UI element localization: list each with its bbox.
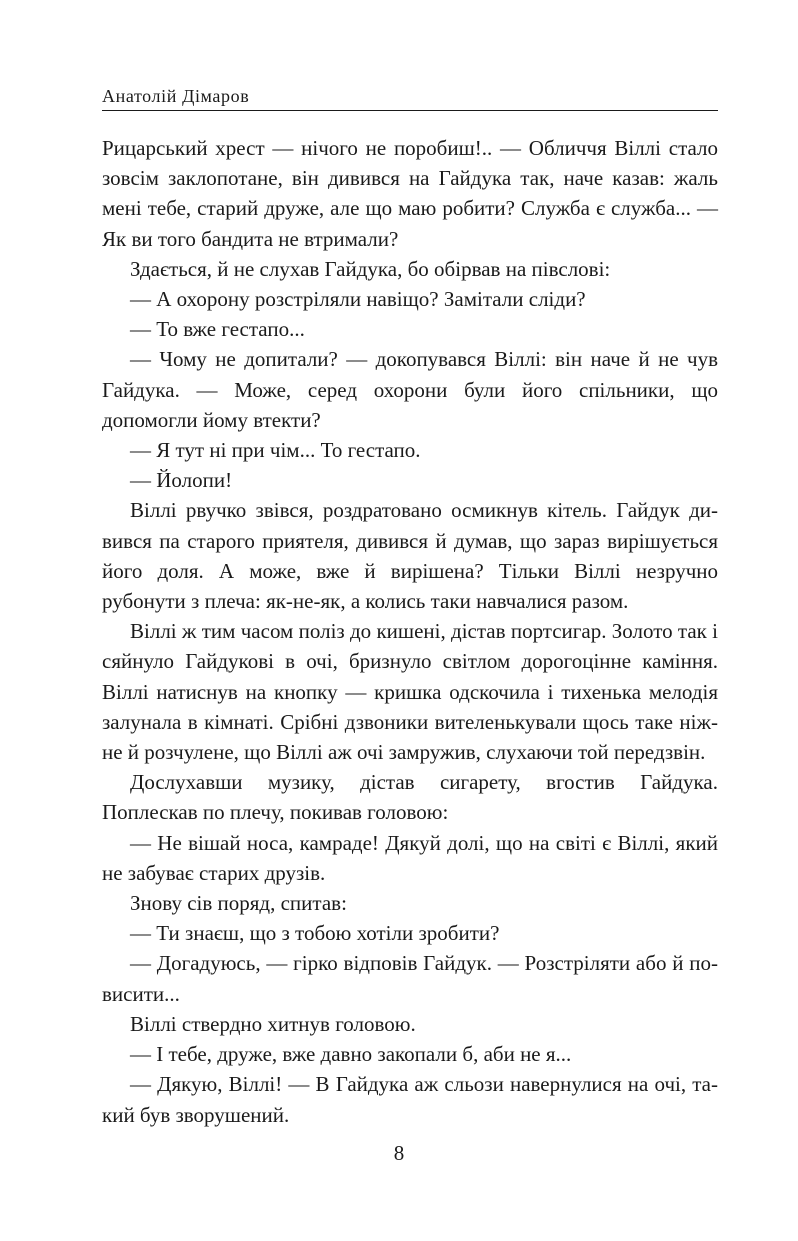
paragraph: Здається, й не слухав Гайдука, бо обірвав на півслові: <box>130 256 611 281</box>
dialogue-line: — Догадуюсь, — гірко відповів Гайдук. — Розстріляти або й повисити... <box>102 951 718 1006</box>
dialogue-line: — Я тут ні при чім... То гестапо. <box>130 438 421 463</box>
dialogue-line: — Ти знаєш, що з тобою хотіли зробити? <box>130 921 500 946</box>
dialogue-line: — То вже гестапо... <box>130 317 305 342</box>
dialogue-line: — І тебе, друже, вже давно закопали б, аби не я... <box>130 1042 572 1067</box>
dialogue-line: — Йолопи! <box>130 468 233 493</box>
dialogue-line: — Чому не допитали? — докопувався Віллі: він наче й не чув Гайдука. — Може, серед охорони були його спільники, що допомогли йому втекти? <box>102 347 718 432</box>
body-text <box>102 133 718 1130</box>
dialogue-line: — А охорону розстріляли навіщо? Замітали сліди? <box>130 287 586 312</box>
paragraph: Віллі ствердно хитнув головою. <box>130 1011 416 1036</box>
running-title: Анатолій Дімаров <box>102 86 250 106</box>
paragraph: Віллі рвучко звівся, роздратовано осмикнув кітель. Гайдук дивився па старого приятеля, дивився й думав, що зараз вирішується його доля. А може, вже й вирішена? Тільки Віллі незручно рубонути з плеча: як-не-як, а колись таки навчалися разом. <box>102 498 718 614</box>
paragraph: Віллі ж тим часом поліз до кишені, дістав портсигар. Золото так і сяйнуло Гайдукові в очі, бризнуло світлом дорогоцінне каміння. Віллі натиснув на кнопку — кришка одскочила і тихенька мелодія залунала в кімнаті. Срібні дзвоники вителенькували щось таке ніжне й розчулене, що Віллі аж очі замружив, слухаючи той передзвін. <box>102 619 718 765</box>
paragraph: Рицарський хрест — нічого не поробиш!.. — Обличчя Віллі стало зовсім заклопотане, він дивився на Гайдука так, наче казав: жаль мені тебе, старий друже, але що маю робити? Служба є служба... — Як ви того бандита не втримали? <box>102 136 718 251</box>
page-number: 8 <box>393 1141 405 1165</box>
dialogue-line: — Не вішай носа, камраде! Дякуй долі, що на світі є Віллі, який не забуває старих друзів. <box>102 830 718 885</box>
paragraph: Дослухавши музику, дістав сигарету, вгостив Гайдука. Поплескав по плечу, покивав головою: <box>102 770 718 825</box>
dialogue-line: — Дякую, Віллі! — В Гайдука аж сльози навернулися на очі, такий був зворушений. <box>102 1072 718 1127</box>
paragraph: Знову сів поряд, спитав: <box>130 891 347 916</box>
running-header <box>102 86 718 111</box>
